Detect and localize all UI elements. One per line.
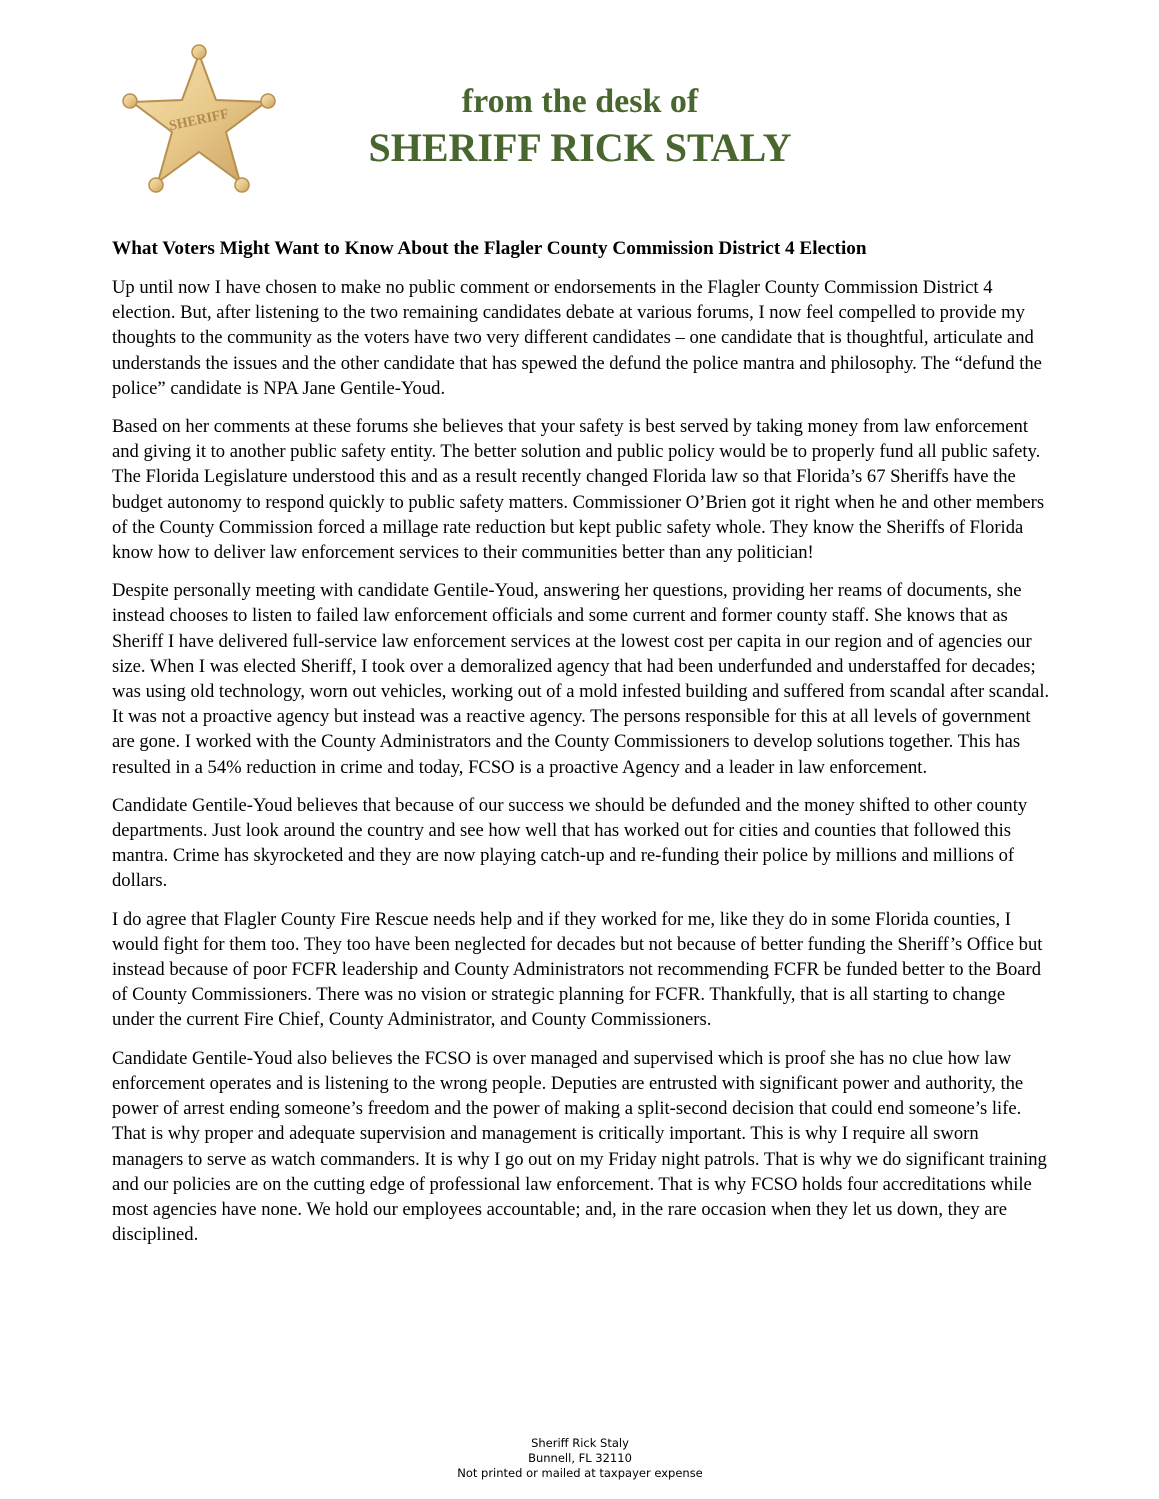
paragraph: I do agree that Flagler County Fire Rescue needs help and if they worked for me, like they do in some Florida counties, I would fight for them too. They too have been neglected for decades but not because of better funding the Sheriff’s Office but instead because of poor FCFR leadership and County Administrators not recommending FCFR be funded better to the Board of County Commissioners. There was no vision or strategic planning for FCFR. Thankfully, that is all starting to change under the current Fire Chief, County Administrator, and County Commissioners.	[112, 908, 1043, 1031]
badge-text: SHERIFF	[167, 106, 231, 135]
footer-disclaimer: Not printed or mailed at taxpayer expense	[457, 1466, 703, 1480]
letterhead-line-2: SHERIFF RICK STALY	[368, 125, 792, 170]
paragraph: Candidate Gentile-Youd believes that because of our success we should be defunded and the money shifted to other county departments. Just look around the country and see how well that has worked out for cities and counties that followed this mantra. Crime has skyrocketed and they are now playing catch-up and re-funding their police by millions and millions of dollars.	[112, 794, 1028, 892]
footer-name: Sheriff Rick Staly	[531, 1436, 629, 1450]
paragraph: Despite personally meeting with candidate Gentile-Youd, answering her questions, providing her reams of documents, she instead chooses to listen to failed law enforcement officials and some current and former county staff. She knows that as Sheriff I have delivered full-service law enforcement services at the lowest cost per capita in our region and of agencies our size. When I was elected Sheriff, I took over a demoralized agency that had been underfunded and understaffed for decades; was using old technology, worn out vehicles, working out of a mold infested building and suffered from scandal after scandal. It was not a proactive agency but instead was a reactive agency. The persons responsible for this at all levels of government are gone. I worked with the County Administrators and the County Commissioners to develop solutions together. This has resulted in a 54% reduction in crime and today, FCSO is a proactive Agency and a leader in law enforcement.	[112, 580, 1050, 778]
footer-address: Bunnell, FL 32110	[528, 1451, 632, 1465]
letterhead	[0, 0, 1159, 200]
paragraph: Based on her comments at these forums she believes that your safety is best served by taking money from law enforcement and giving it to another public safety entity. The better solution and public policy would be to properly fund all public safety. The Florida Legislature understood this and as a result recently changed Florida law so that Florida’s 67 Sheriffs have the budget autonomy to respond quickly to public safety matters. Commissioner O’Brien got it right when he and other members of the County Commission forced a millage rate reduction but kept public safety whole. They know the Sheriffs of Florida know how to deliver law enforcement services to their communities better than any politician!	[112, 416, 1045, 564]
paragraph: Candidate Gentile-Youd also believes the FCSO is over managed and supervised which is proof she has no clue how law enforcement operates and is listening to the wrong people. Deputies are entrusted with significant power and authority, the power of arrest ending someone’s freedom and the power of making a split-second decision that could end someone’s life. That is why proper and adequate supervision and management is critically important. This is why I require all sworn managers to serve as watch commanders. It is why I go out on my Friday night patrols. That is why we do significant training and our policies are on the cutting edge of professional law enforcement. That is why FCSO holds four accreditations while most agencies have none. We hold our employees accountable; and, in the rare occasion when they let us down, they are disciplined.	[112, 1047, 1047, 1246]
footer	[380, 1436, 780, 1481]
letterhead-line-1: from the desk of	[461, 83, 699, 120]
document-title: What Voters Might Want to Know About the Flagler County Commission District 4 Election	[112, 238, 867, 259]
sheriff-star-badge-icon	[118, 42, 280, 200]
letter-body	[112, 236, 1052, 1260]
paragraph: Up until now I have chosen to make no public comment or endorsements in the Flagler County Commission District 4 election. But, after listening to the two remaining candidates debate at various forums, I now feel compelled to provide my thoughts to the community as the voters have two very different candidates – one candidate that is thoughtful, articulate and understands the issues and the other candidate that has spewed the defund the police mantra and philosophy. The “defund the police” candidate is NPA Jane Gentile-Youd.	[112, 277, 1042, 399]
